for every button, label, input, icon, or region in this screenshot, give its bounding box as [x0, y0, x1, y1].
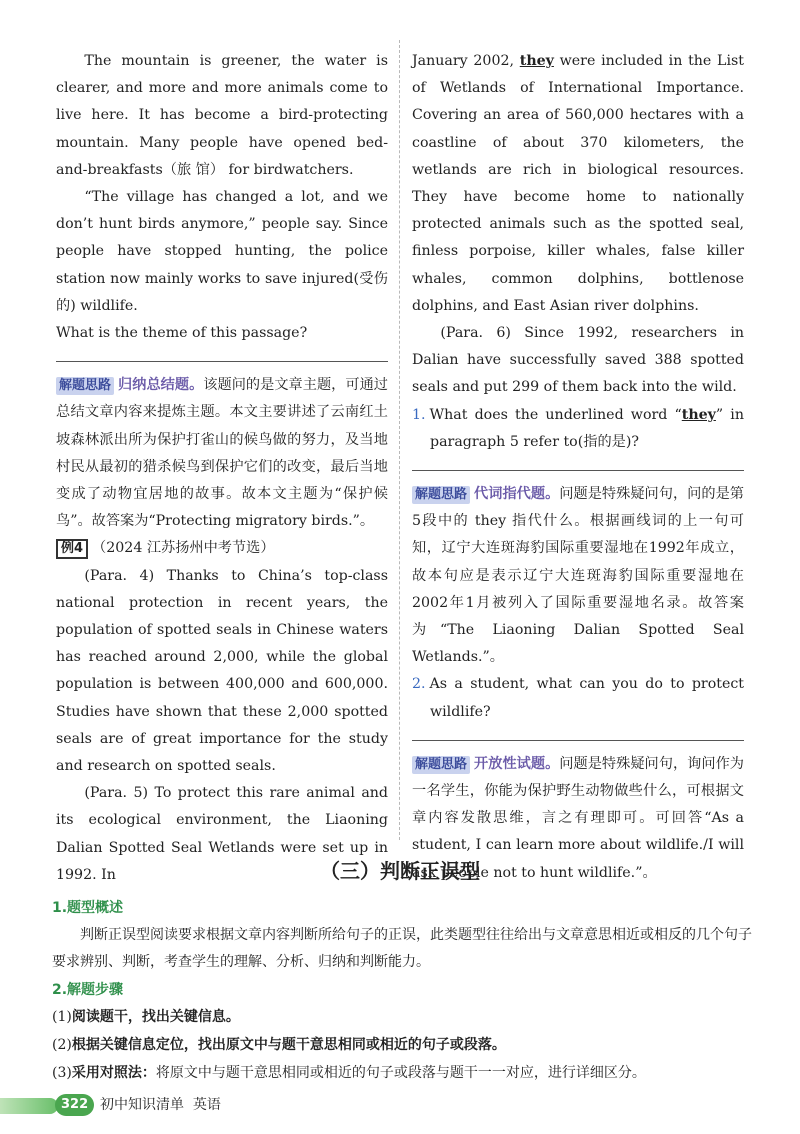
text-run: What does the underlined word “: [429, 406, 682, 423]
question-1: [412, 402, 744, 456]
passage-paragraph: (Para. 6) Since 1992, researchers in Dalian have successfully saved 388 spotted seals and put 299 of them back into the wild.: [412, 325, 744, 396]
tip-tag: 解题思路: [56, 377, 114, 395]
underlined-word: they: [519, 53, 554, 69]
passage-paragraph: [412, 48, 744, 320]
subhead-text: 1.题型概述: [52, 900, 124, 916]
text-run: As a student, what can you do to protect wildlife?: [429, 676, 744, 720]
text-run: were included in the List of Wetlands of International Importance. Covering an area of 560,000 hectares with a coastline of about 370 kilometers, the wetlands are rich in biological resources. They have become home to nationally protected animals such as the spotted seal, finless porpoise, killer whales, false killer whales, common dolphins, bottlenose dolphins, and East Asian river dolphins.: [412, 53, 744, 314]
step-text: 阅读题干，找出关键信息。: [71, 1009, 240, 1025]
example-source: （2024 江苏扬州中考节选）: [92, 540, 275, 557]
footer-book-title: [100, 1094, 221, 1116]
overview-paragraph: [52, 922, 752, 976]
divider-line: [412, 740, 744, 741]
step-number: (1): [52, 1009, 72, 1025]
tip-tag: 解题思路: [412, 486, 470, 504]
question: What is the theme of this passage?: [56, 325, 308, 342]
overview-text: 判断正误型阅读要求根据文章内容判断所给句子的正误，此类题型往往给出与文章意思相近或相反的几个句子要求辨别、判断，考查学生的理解、分析、归纳和判断能力。: [52, 927, 752, 970]
example-label: 例4: [56, 539, 88, 559]
subject-name: 英语: [192, 1097, 221, 1113]
footer-bar: [0, 1098, 58, 1114]
tip-title: 归纳总结题。: [118, 377, 204, 394]
step-number: (2): [52, 1037, 72, 1053]
divider-line: [56, 361, 388, 362]
tip-text: 问题是特殊疑问句，询问作为一名学生，你能为保护野生动物做些什么，可根据文章内容发散思维，言之有理即可。可回答“As a student, I can learn more about wildlife./I will ask people not to hunt wildlife.”。: [412, 755, 744, 881]
column-divider: [399, 40, 400, 840]
left-column: [56, 48, 388, 889]
question-number: 2.: [412, 676, 426, 693]
subhead-overview: [52, 895, 752, 922]
page-number: 322: [55, 1094, 94, 1116]
step-number: (3): [52, 1065, 72, 1081]
text-run: January 2002,: [412, 53, 520, 69]
tip-title: 代词指代题。: [474, 486, 560, 503]
step-bold: 采用对照法：: [71, 1065, 156, 1081]
step-1: [52, 1004, 752, 1031]
tip-title: 开放性试题。: [474, 755, 560, 772]
step-text: 将原文中与题干意思相同或相近的句子或段落与题干一一对应，进行详细区分。: [155, 1065, 646, 1081]
passage-paragraph: (Para. 5) To protect this rare animal and its ecological environment, the Liaoning Dalian Spotted Seal Wetlands were set up in 1992. In: [56, 785, 388, 883]
step-2: [52, 1032, 752, 1059]
text-run: ” in paragraph 5 refer to(指的是)?: [430, 406, 744, 450]
step-text: 根据关键信息定位，找出原文中与题干意思相同或相近的句子或段落。: [71, 1037, 506, 1053]
book-name: 初中知识清单: [100, 1097, 184, 1113]
tip-text: 问题是特殊疑问句，问的是第5段中的 they 指代什么。根据画线词的上一句可知，辽宁大连斑海豹国际重要湿地在1992年成立，故本句应是表示辽宁大连斑海豹国际重要湿地在2002年1月被列入了国际重要湿地名录。故答案为“The Liaoning Dalian Spotted Seal Wetlands.”。: [412, 486, 744, 666]
tip-text: 该题问的是文章主题，可通过总结文章内容来提炼主题。本文主要讲述了云南红土坡森林派出所为保护打雀山的候鸟做的努力，及当地村民从最初的猎杀候鸟到保护它们的改变，最后当地变成了动物宜居地的故事。故本文主题为“保护候鸟”。故答案为“Protecting migratory birds.”。: [56, 377, 388, 530]
solution-tip: [412, 481, 744, 671]
passage-paragraph: The mountain is greener, the water is clearer, and more and more animals come to live here. It has become a bird-protecting mountain. Many people have opened bed-and-breakfasts（旅 馆） for birdwatchers.: [56, 53, 388, 178]
right-column: [412, 48, 744, 887]
tip-tag: 解题思路: [412, 756, 470, 774]
solution-tip: [56, 372, 388, 535]
example-header: [56, 535, 388, 562]
question-word: they: [681, 406, 716, 423]
subhead-text: 2.解题步骤: [52, 982, 124, 998]
subhead-steps: [52, 977, 752, 1004]
step-3: [52, 1060, 752, 1087]
passage-paragraph: (Para. 4) Thanks to China’s top-class national protection in recent years, the population of spotted seals in Chinese waters has reached around 2,000, while the global population is between 400,000 and 600,000. Studies have shown that these 2,000 spotted seals are of great importance for the study and research on spotted seals.: [56, 567, 388, 775]
question-2: [412, 671, 744, 725]
passage-paragraph: “The village has changed a lot, and we don’t hunt birds anymore,” people say. Since people have stopped hunting, the police station now mainly works to save injured(受伤的) wildlife.: [56, 189, 388, 314]
section-title: （三）判断正误型: [320, 859, 480, 883]
page-footer: [0, 1094, 800, 1116]
divider-line: [412, 470, 744, 471]
question-number: 1.: [412, 406, 426, 423]
